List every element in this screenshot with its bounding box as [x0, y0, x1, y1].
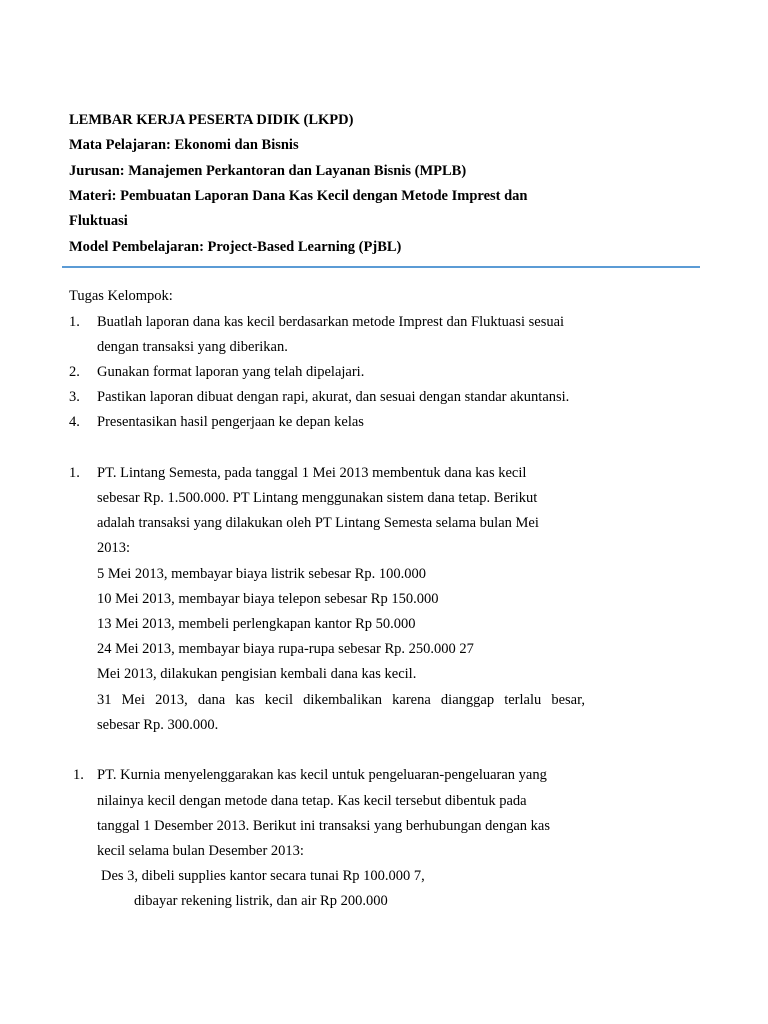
tasks-heading: Tugas Kelompok:	[69, 288, 173, 304]
transaction-line: dibayar rekening listrik, dan air Rp 200.000	[134, 893, 388, 909]
task-text: Gunakan format laporan yang telah dipelajari.	[97, 364, 365, 380]
problem-text: kecil selama bulan Desember 2013:	[97, 843, 304, 859]
transaction-line: 31 Mei 2013, dana kas kecil dikembalikan karena dianggap terlalu besar,	[97, 692, 585, 708]
task-text: Pastikan laporan dibuat dengan rapi, akurat, dan sesuai dengan standar akuntansi.	[97, 389, 570, 405]
department-line: Jurusan: Manajemen Perkantoran dan Layanan Bisnis (MPLB)	[69, 163, 467, 179]
learning-model-line: Model Pembelajaran: Project-Based Learning (PjBL)	[69, 239, 402, 255]
worksheet-title: LEMBAR KERJA PESERTA DIDIK (LKPD)	[69, 112, 354, 128]
transaction-line: Mei 2013, dilakukan pengisian kembali dana kas kecil.	[97, 666, 417, 682]
task-number: 4.	[69, 414, 80, 430]
transaction-line: 10 Mei 2013, membayar biaya telepon sebesar Rp 150.000	[97, 591, 439, 607]
problem-number: 1.	[73, 767, 84, 783]
transaction-line: sebesar Rp. 300.000.	[97, 717, 219, 733]
problem-number: 1.	[69, 465, 80, 481]
task-number: 1.	[69, 314, 80, 330]
task-number: 3.	[69, 389, 80, 405]
subject-line: Mata Pelajaran: Ekonomi dan Bisnis	[69, 137, 299, 153]
transaction-line: 13 Mei 2013, membeli perlengkapan kantor Rp 50.000	[97, 616, 416, 632]
material-line-2: Fluktuasi	[69, 213, 128, 229]
problem-text: tanggal 1 Desember 2013. Berikut ini transaksi yang berhubungan dengan kas	[97, 818, 551, 834]
problem-text: sebesar Rp. 1.500.000. PT Lintang menggunakan sistem dana tetap. Berikut	[97, 490, 538, 506]
task-text: Buatlah laporan dana kas kecil berdasarkan metode Imprest dan Fluktuasi sesuai	[97, 314, 565, 330]
header-divider	[62, 266, 700, 268]
problem-text: PT. Kurnia menyelenggarakan kas kecil untuk pengeluaran-pengeluaran yang	[97, 767, 547, 783]
task-text-continued: dengan transaksi yang diberikan.	[97, 339, 288, 355]
problem-text: 2013:	[97, 540, 131, 556]
transaction-line: 5 Mei 2013, membayar biaya listrik sebesar Rp. 100.000	[97, 566, 427, 582]
transaction-line: Des 3, dibeli supplies kantor secara tunai Rp 100.000 7,	[101, 868, 425, 884]
problem-text: adalah transaksi yang dilakukan oleh PT Lintang Semesta selama bulan Mei	[97, 515, 539, 531]
task-number: 2.	[69, 364, 80, 380]
problem-text: nilainya kecil dengan metode dana tetap. Kas kecil tersebut dibentuk pada	[97, 793, 527, 809]
transaction-line: 24 Mei 2013, membayar biaya rupa-rupa sebesar Rp. 250.000 27	[97, 641, 474, 657]
problem-text: PT. Lintang Semesta, pada tanggal 1 Mei 2013 membentuk dana kas kecil	[97, 465, 527, 481]
material-line-1: Materi: Pembuatan Laporan Dana Kas Kecil dengan Metode Imprest dan	[69, 188, 528, 204]
task-text: Presentasikan hasil pengerjaan ke depan kelas	[97, 414, 364, 430]
